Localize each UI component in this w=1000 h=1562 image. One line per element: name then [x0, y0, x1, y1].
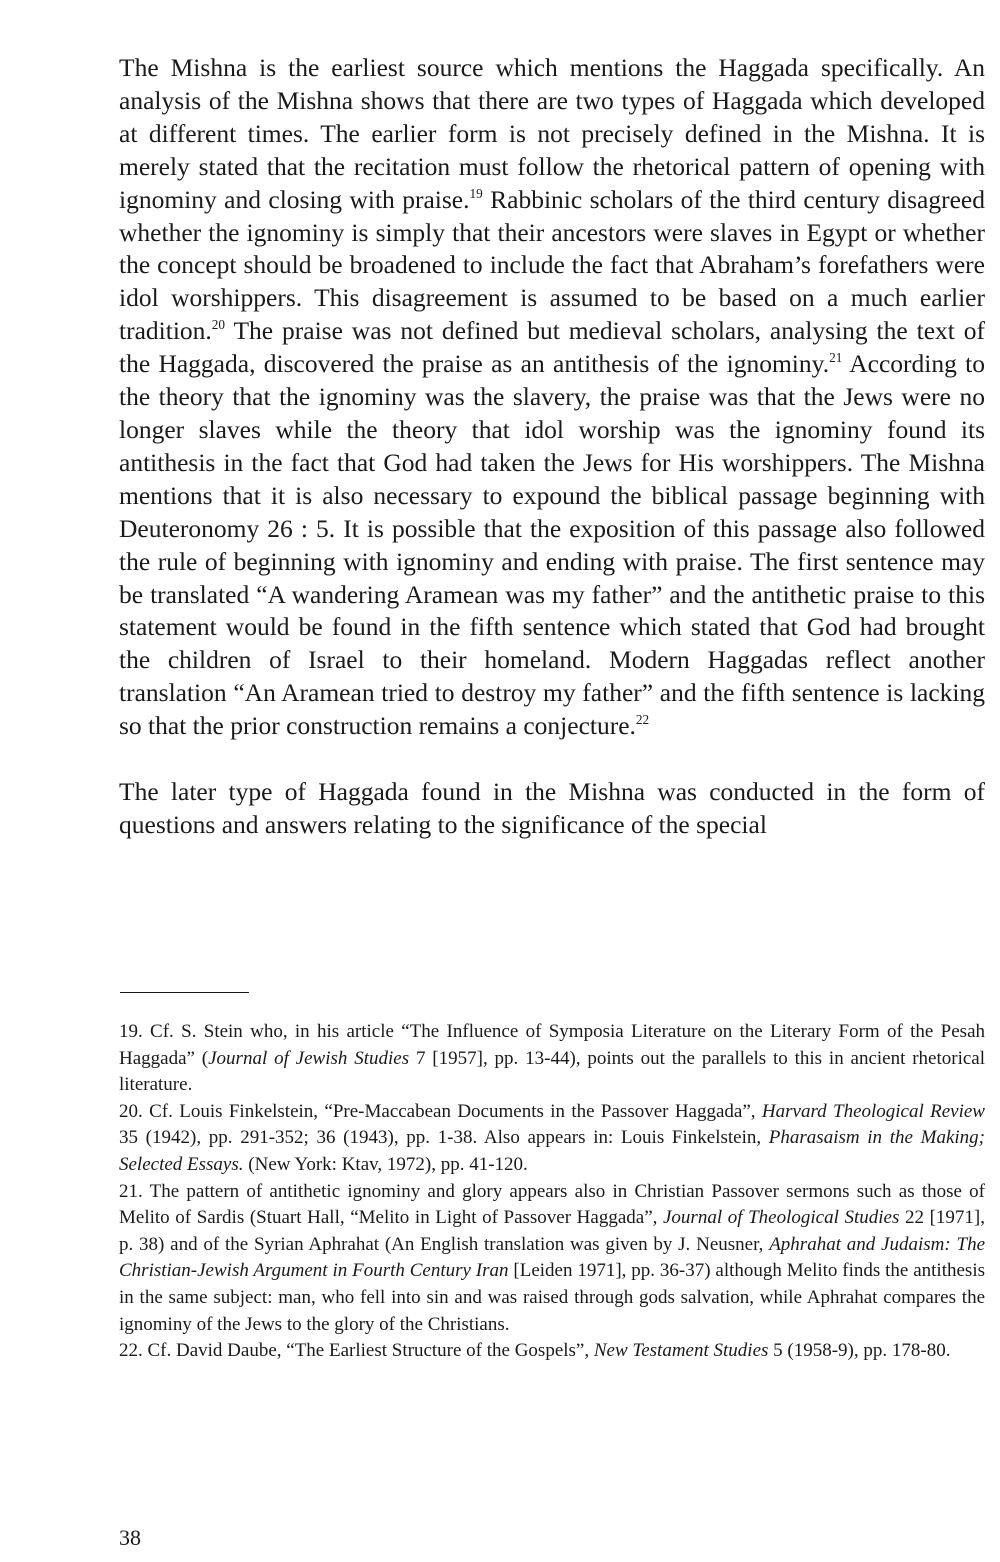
- text-run: [Leiden 1971], pp. 36-37) although Melito finds the antithesis in the same subject: man, who fell into sin and was raised through gods salvation, while Aphrahat compares the ignominy of the Jews to the glory of the Christians.: [119, 1260, 985, 1335]
- text-run: 7 [1957], pp. 13-44), points out the parallels to this in ancient rhetorical literature.: [119, 1047, 986, 1096]
- text-run: Rabbinic scholars of the third century disagreed whether the ignominy is simply that their ancestors were slaves in Egypt or whether the concept should be broadened to include the fact that Abraham’s forefathers were idol worshippers. This disagreement is assumed to be based on a much earlier tradition.: [119, 184, 985, 346]
- italic-title: Journal of Theological Studies: [663, 1207, 900, 1229]
- text-run: 20. Cf. Louis Finkelstein, “Pre-Maccabean Documents in the Passover Haggada”,: [119, 1100, 762, 1122]
- footnote-ref: 22: [635, 712, 650, 728]
- footnote-ref: 20: [211, 317, 226, 333]
- footnote-22: [119, 1338, 985, 1365]
- footnote-19: [119, 1019, 985, 1099]
- footnote-21: [119, 1179, 985, 1339]
- text-run: The later type of Haggada found in the Mishna was conducted in the form of questions and answers relating to the significance of the special: [119, 777, 985, 839]
- footnote-separator: [120, 992, 249, 993]
- italic-title: Journal of Jewish Studies: [208, 1047, 410, 1069]
- text-run: According to the theory that the ignominy was the slavery, the praise was that the Jews were no longer slaves while the theory that idol worship was the ignominy found its antithesis in the fact that God had taken the Jews for His worshippers. The Mishna mentions that it is also necessary to expound the biblical passage beginning with Deuteronomy 26 : 5. It is possible that the exposition of this passage also followed the rule of beginning with ignominy and ending with praise. The first sentence may be translated “A wandering Aramean was my father” and the antithetic praise to this statement would be found in the fifth sentence which stated that God had brought the children of Israel to their homeland. Modern Haggadas reflect another translation “An Aramean tried to destroy my father” and the fifth sentence is lacking so that the prior construction remains a conjecture.: [119, 349, 986, 741]
- footnotes: [119, 1019, 985, 1365]
- text-run: (New York: Ktav, 1972), pp. 41-120.: [243, 1153, 528, 1175]
- italic-title: Pharasaism in the Making; Selected Essays.: [119, 1127, 985, 1175]
- paragraph-1: [119, 52, 985, 743]
- paragraph-2: [119, 776, 985, 842]
- italic-title: Aphrahat and Judaism: The Christian-Jewish Argument in Fourth Century Iran: [119, 1233, 985, 1282]
- text-run: 22 [1971], p. 38) and of the Syrian Aphrahat (An English translation was given by J. Neusner,: [119, 1207, 985, 1255]
- footnote-20: [119, 1099, 985, 1179]
- text-run: 22. Cf. David Daube, “The Earliest Structure of the Gospels”,: [119, 1340, 594, 1362]
- page-number: 38: [119, 1525, 141, 1550]
- text-run: 21. The pattern of antithetic ignominy and glory appears also in Christian Passover sermons such as those of Melito of Sardis (Stuart Hall, “Melito in Light of Passover Haggada”,: [119, 1180, 985, 1229]
- text-run: 19. Cf. S. Stein who, in his article “The Influence of Symposia Literature on the Literary Form of the Pesah Haggada” (: [119, 1021, 985, 1069]
- body-text: [119, 52, 985, 842]
- text-run: 5 (1958-9), pp. 178-80.: [768, 1340, 951, 1362]
- footnote-ref: 21: [829, 350, 843, 366]
- text-run: The praise was not defined but medieval scholars, analysing the text of the Haggada, discovered the praise as an antithesis of the ignominy.: [119, 316, 985, 379]
- text-run: 35 (1942), pp. 291-352; 36 (1943), pp. 1-38. Also appears in: Louis Finkelstein,: [119, 1127, 769, 1149]
- italic-title: New Testament Studies: [593, 1340, 769, 1362]
- footnote-ref: 19: [469, 185, 483, 201]
- text-run: The Mishna is the earliest source which mentions the Haggada specifically. An analysis of the Mishna shows that there are two types of Haggada which developed at different times. The earlier form is not precisely defined in the Mishna. It is merely stated that the recitation must follow the rhetorical pattern of opening with ignominy and closing with praise.: [119, 53, 985, 214]
- italic-title: Harvard Theological Review: [761, 1100, 985, 1122]
